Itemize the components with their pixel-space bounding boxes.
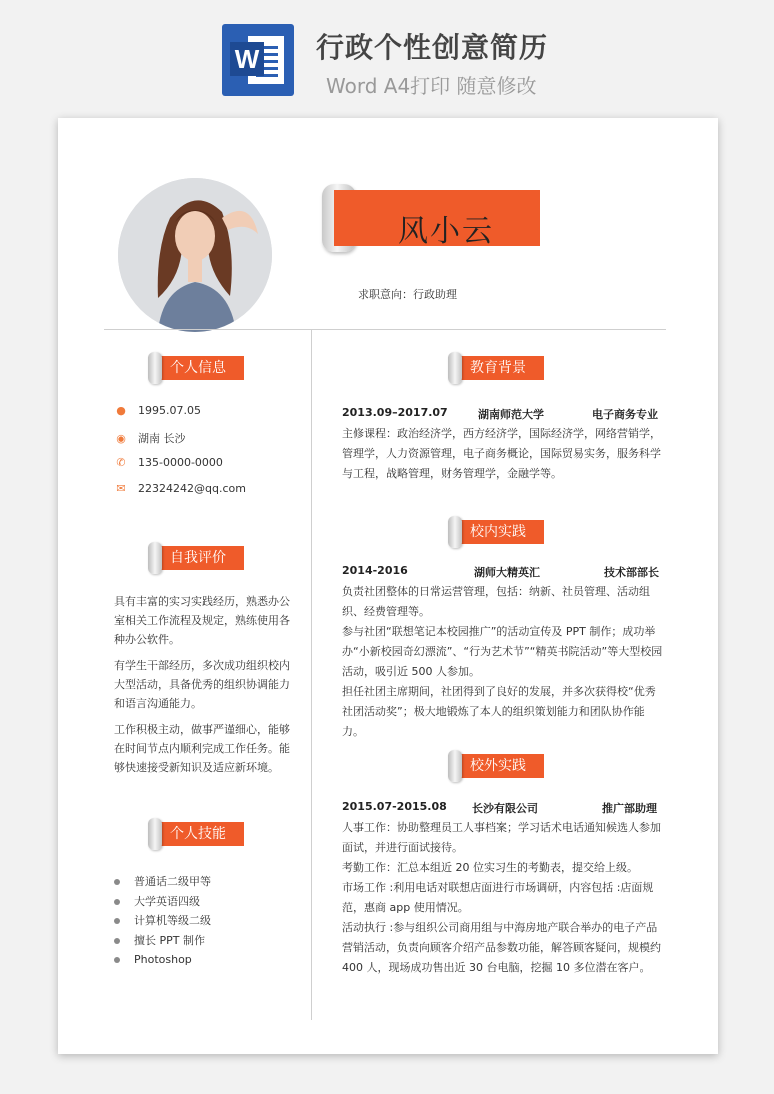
section-title: 自我评价 [158, 546, 244, 570]
paper-curl-icon [448, 750, 462, 782]
word-logo-icon [222, 24, 294, 96]
section-title: 教育背景 [458, 356, 544, 380]
self-eval-paragraph: 具有丰富的实习实践经历，熟悉办公室相关工作流程及规定，熟练使用各种办公软件。 [114, 595, 290, 646]
info-email [114, 482, 246, 495]
campus-org: 湖师大精英汇 [474, 566, 540, 579]
paper-curl-icon [448, 352, 462, 384]
campus-period: 2014-2016 [342, 564, 408, 577]
external-org: 长沙有限公司 [472, 802, 538, 815]
person-icon: ● [116, 404, 126, 417]
paper-curl-icon [148, 542, 162, 574]
skill-label: Photoshop [134, 953, 192, 967]
external-role: 推广部助理 [602, 802, 657, 815]
education-details: 主修课程：政治经济学，西方经济学，国际经济学，网络营销学，管理学，人力资源管理，电子商务概论，国际贸易实务，服务科学与工程，战略管理，财务管理学，金融学等。 [342, 427, 661, 480]
section-title: 个人技能 [158, 822, 244, 846]
external-period: 2015.07-2015.08 [342, 800, 447, 813]
bullet-icon [114, 918, 120, 924]
education-major: 电子商务专业 [592, 408, 658, 421]
campus-details [342, 582, 666, 742]
portrait-illustration [118, 178, 272, 332]
location-icon: ◉ [116, 432, 126, 445]
info-value: 22324242@qq.com [138, 482, 246, 495]
info-birthday [114, 404, 201, 417]
paper-curl-icon [148, 352, 162, 384]
skill-item [114, 950, 211, 970]
page-header [0, 0, 774, 112]
skill-item [114, 931, 211, 951]
info-location [114, 430, 186, 446]
info-value: 1995.07.05 [138, 404, 201, 417]
info-phone [114, 456, 223, 469]
section-title: 校内实践 [458, 520, 544, 544]
campus-line: 负责社团整体的日常运营管理，包括：纳新、社员管理、活动组织、经费管理等。 [342, 585, 650, 618]
page-subtitle: Word A4打印 随意修改 [326, 74, 537, 98]
external-line: 市场工作 :利用电话对联想店面进行市场调研，内容包括 :店面规范，惠商 app 使用情况。 [342, 881, 654, 914]
education-school: 湖南师范大学 [478, 408, 544, 421]
skill-item [114, 872, 211, 892]
info-value: 135-0000-0000 [138, 456, 223, 469]
self-eval-paragraph: 有学生干部经历，多次成功组织校内大型活动，具备优秀的组织协调能力和语言沟通能力。 [114, 659, 290, 710]
job-objective: 求职意向：行政助理 [358, 288, 457, 301]
bullet-icon [114, 899, 120, 905]
external-line: 考勤工作：汇总本组近 20 位实习生的考勤表，提交给上级。 [342, 861, 638, 874]
phone-icon: ✆ [116, 456, 126, 469]
paper-curl-icon [448, 516, 462, 548]
external-details [342, 818, 666, 978]
skill-label: 普通话二级甲等 [134, 875, 211, 888]
skill-item [114, 911, 211, 931]
resume-paper [58, 118, 718, 1054]
skill-label: 大学英语四级 [134, 894, 200, 908]
skill-label: 计算机等级二级 [134, 914, 211, 928]
vertical-divider [311, 330, 312, 1020]
bullet-icon [114, 879, 120, 885]
bullet-icon [114, 938, 120, 944]
external-line: 人事工作：协助整理员工人事档案；学习话术电话通知候选人参加面试，并进行面试接待。 [342, 821, 661, 854]
info-value: 湖南 长沙 [138, 432, 186, 445]
external-line: 活动执行 :参与组织公司商用组与中海房地产联合举办的电子产品营销活动，负责向顾客介绍产品参数功能，解答顾客疑问，规模约 400 人，现场成功售出近 30 台电脑，挖掘 10 多位潜在客户。 [342, 921, 661, 974]
section-title: 个人信息 [158, 356, 244, 380]
mail-icon: ✉ [116, 482, 126, 495]
skills-list [114, 872, 211, 970]
education-period: 2013.09–2017.07 [342, 406, 448, 419]
bullet-icon [114, 957, 120, 963]
paper-curl-icon [148, 818, 162, 850]
campus-role: 技术部部长 [604, 566, 659, 579]
avatar [118, 178, 272, 332]
candidate-name: 风小云 [398, 214, 494, 249]
campus-line: 参与社团“联想笔记本校园推广”的活动宣传及 PPT 制作；成功举办“小新校园奇幻漂流”、“行为艺术节”“精英书院活动”等大型校园活动，吸引近 500 人参加。 [342, 625, 663, 678]
skill-label: 擅长 PPT 制作 [134, 933, 205, 947]
self-eval-paragraph: 工作积极主动，做事严谨细心，能够在时间节点内顺利完成工作任务。能够快速接受新知识及适应新环境。 [114, 723, 290, 774]
word-logo-letter: W [230, 42, 264, 76]
campus-line: 担任社团主席期间，社团得到了良好的发展，并多次获得校“优秀社团活动奖”；极大地锻炼了本人的组织策划能力和团队协作能力。 [342, 685, 656, 738]
skill-item [114, 892, 211, 912]
section-title: 校外实践 [458, 754, 544, 778]
page-title: 行政个性创意简历 [316, 31, 549, 64]
horizontal-divider [104, 329, 666, 330]
